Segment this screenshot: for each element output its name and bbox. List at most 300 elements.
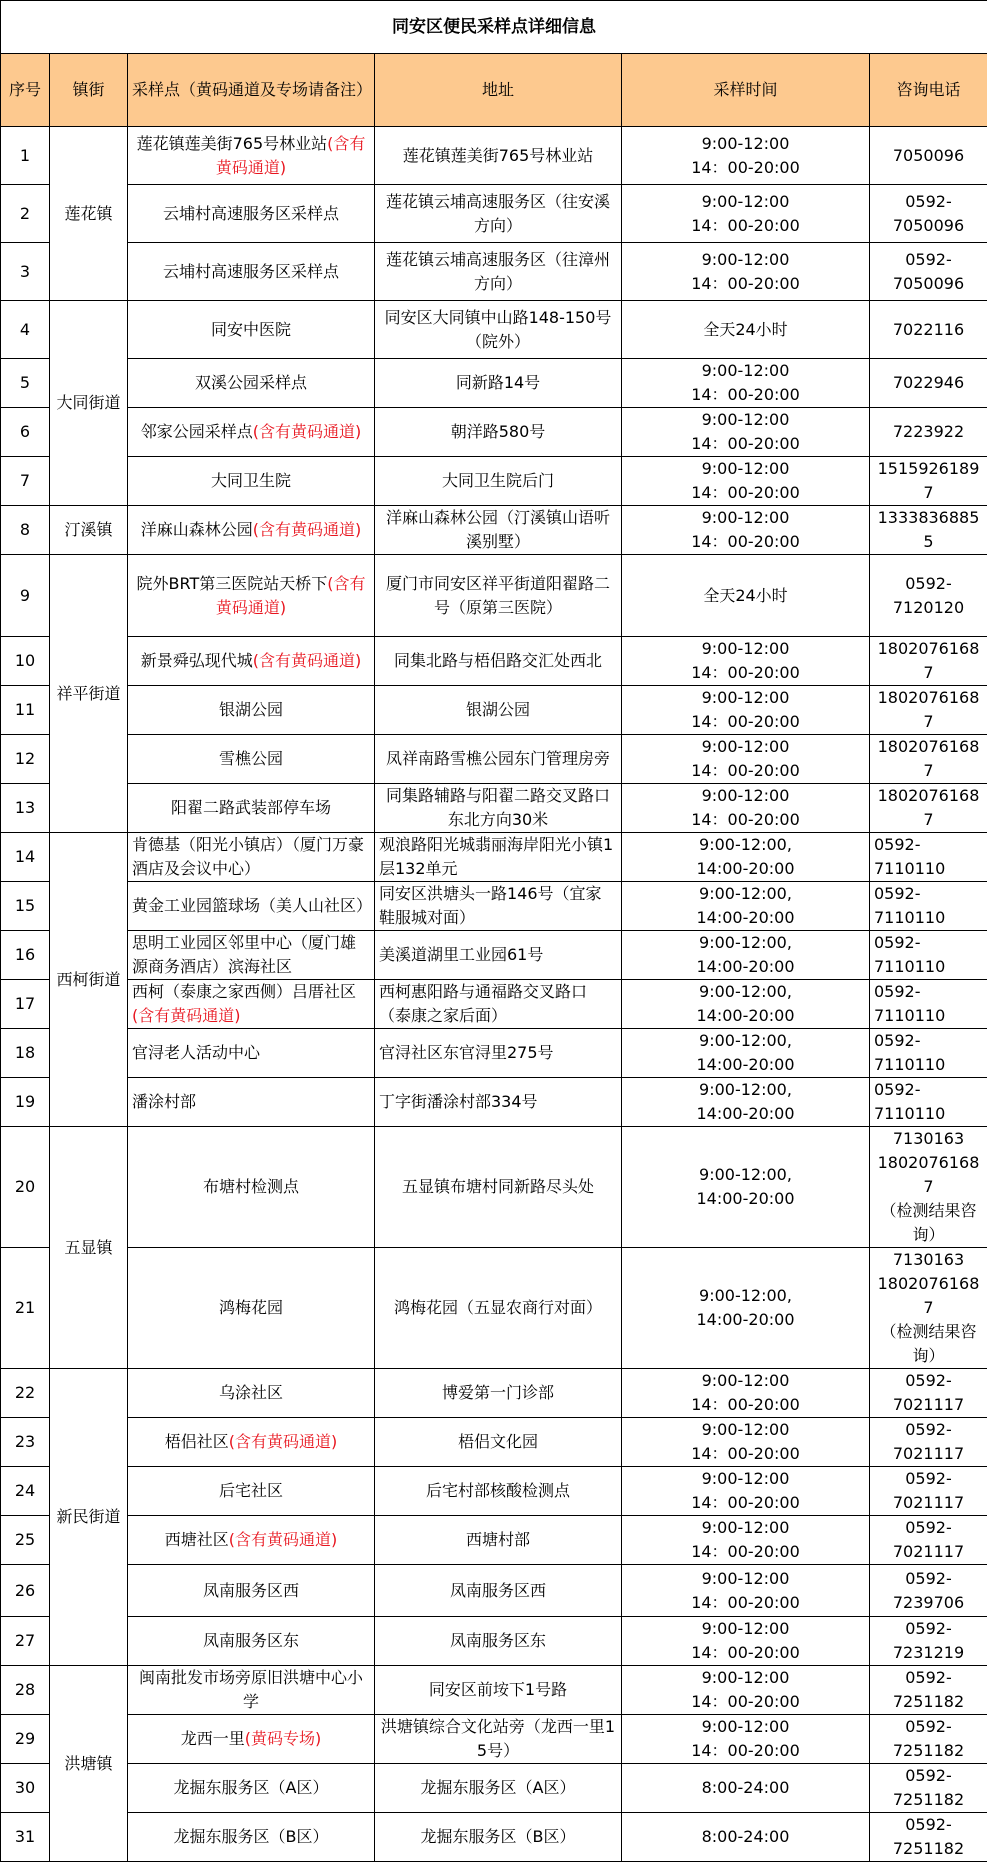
row-number: 10: [1, 637, 50, 686]
row-number: 22: [1, 1369, 50, 1418]
time-cell: [622, 1813, 870, 1862]
phone-cell-line: 0592-: [874, 933, 921, 952]
site-cell: [128, 359, 375, 408]
row-number: 9: [1, 555, 50, 637]
time-cell-line: 9:00-12:00: [701, 1717, 790, 1736]
site-cell: [128, 833, 375, 882]
table-row: [1, 882, 987, 931]
time-cell-line: 14：00-20:00: [691, 1741, 800, 1760]
phone-cell: [870, 1078, 987, 1127]
time-cell-line: 9:00-12:00,: [699, 1286, 792, 1305]
phone-cell-line: 18020761687: [877, 1274, 980, 1317]
site-cell: [128, 1764, 375, 1813]
time-cell: [622, 185, 870, 243]
phone-cell-line: 18020761687: [877, 786, 980, 829]
site-cell: [128, 882, 375, 931]
yellow-code-note: (含有黄码通道): [132, 1006, 241, 1025]
phone-cell-line: 0592-: [905, 1568, 952, 1588]
time-cell: [622, 1029, 870, 1078]
time-cell: [622, 127, 870, 185]
site-name: 院外BRT第三医院站天桥下: [136, 573, 328, 593]
address-cell: 洋麻山森林公园（汀溪镇山语听溪别墅）: [375, 506, 622, 555]
phone-cell: [870, 1127, 987, 1248]
table-row: [1, 127, 987, 185]
town-cell: 洪塘镇: [50, 1666, 128, 1862]
row-number: 15: [1, 882, 50, 931]
time-cell-line: 9:00-12:00: [701, 361, 790, 380]
phone-cell: [870, 301, 987, 359]
header-town: 镇街: [50, 54, 128, 127]
phone-cell-line: 7021117: [892, 1493, 965, 1512]
row-number: 3: [1, 243, 50, 301]
phone-cell-line: 7050096: [892, 273, 965, 293]
site-name: 阳翟二路武装部停车场: [170, 798, 331, 817]
phone-cell-line: 0592-: [905, 1668, 952, 1687]
phone-cell: [870, 1617, 987, 1666]
phone-cell: [870, 506, 987, 555]
site-name: 雪樵公园: [218, 749, 283, 768]
site-name: 龙西一里: [180, 1729, 245, 1748]
site-name: 莲花镇莲美街765号林业站: [136, 133, 328, 153]
time-cell-line: 14：00-20:00: [691, 215, 800, 235]
table-row: [1, 686, 987, 735]
phone-cell: [870, 1516, 987, 1565]
address-cell: 龙掘东服务区（A区）: [375, 1764, 622, 1813]
address-cell: 鸿梅花园（五显农商行对面）: [375, 1248, 622, 1369]
time-cell-line: 14：00-20:00: [691, 434, 800, 453]
time-cell-line: 8:00-24:00: [701, 1827, 790, 1846]
site-name: 潘涂村部: [132, 1092, 197, 1111]
time-cell: [622, 1078, 870, 1127]
row-number: 31: [1, 1813, 50, 1862]
phone-cell-line: （检测结果咨询）: [880, 1201, 977, 1244]
table-row: [1, 1248, 987, 1369]
site-name: 云埔村高速服务区采样点: [162, 261, 339, 281]
header-row: [1, 54, 987, 127]
row-number: 13: [1, 784, 50, 833]
phone-cell-line: 7110110: [874, 859, 946, 878]
row-number: 11: [1, 686, 50, 735]
table-row: [1, 1565, 987, 1617]
table-row: [1, 1369, 987, 1418]
phone-cell-line: 7251182: [892, 1839, 965, 1858]
time-cell-line: 9:00-12:00: [701, 1420, 790, 1439]
address-cell: 凤南服务区西: [375, 1565, 622, 1617]
row-number: 27: [1, 1617, 50, 1666]
time-cell: [622, 506, 870, 555]
address-cell: 后宅村部核酸检测点: [375, 1467, 622, 1516]
time-cell-line: 14：00-20:00: [691, 1643, 800, 1662]
table-row: [1, 359, 987, 408]
town-cell: 大同街道: [50, 301, 128, 506]
row-number: 5: [1, 359, 50, 408]
site-name: 鸿梅花园: [218, 1298, 283, 1317]
row-number: 8: [1, 506, 50, 555]
phone-cell: [870, 1248, 987, 1369]
time-cell: [622, 1565, 870, 1617]
table-row: [1, 980, 987, 1029]
phone-cell: [870, 1764, 987, 1813]
phone-cell-line: 7021117: [892, 1395, 965, 1414]
phone-cell-line: 0592-: [905, 1766, 952, 1785]
time-cell-line: 9:00-12:00: [701, 688, 790, 707]
row-number: 20: [1, 1127, 50, 1248]
time-cell: [622, 1516, 870, 1565]
table-row: [1, 1516, 987, 1565]
time-cell-line: 14：00-20:00: [691, 663, 800, 682]
site-cell: [128, 1029, 375, 1078]
time-cell-line: 14：00-20:00: [691, 1542, 800, 1561]
phone-cell-line: 7110110: [874, 957, 946, 976]
yellow-code-note: (含有黄码通道): [252, 651, 362, 670]
time-cell: [622, 931, 870, 980]
town-cell: 西柯街道: [50, 833, 128, 1127]
phone-cell: [870, 1813, 987, 1862]
yellow-code-note: (含有黄码通道): [252, 422, 362, 441]
time-cell: [622, 1617, 870, 1666]
row-number: 18: [1, 1029, 50, 1078]
time-cell: [622, 1666, 870, 1715]
table-row: [1, 1764, 987, 1813]
time-cell-line: 14：00-20:00: [691, 761, 800, 780]
site-cell: [128, 555, 375, 637]
time-cell: [622, 555, 870, 637]
table-row: [1, 1617, 987, 1666]
row-number: 1: [1, 127, 50, 185]
time-cell-line: 9:00-12:00,: [699, 1080, 792, 1099]
phone-cell: [870, 185, 987, 243]
row-number: 29: [1, 1715, 50, 1764]
yellow-code-note: (含有黄码通道): [215, 573, 366, 617]
site-cell: [128, 1715, 375, 1764]
phone-cell-line: 0592-: [905, 1518, 952, 1537]
time-cell: [622, 1369, 870, 1418]
phone-cell: [870, 555, 987, 637]
phone-cell-line: 7251182: [892, 1790, 965, 1809]
header-phone: 咨询电话: [870, 54, 987, 127]
site-cell: [128, 1813, 375, 1862]
address-cell: 西柯惠阳路与通福路交叉路口（泰康之家后面）: [375, 980, 622, 1029]
time-cell-line: 9:00-12:00: [701, 1371, 790, 1390]
time-cell-line: 9:00-12:00: [701, 249, 790, 269]
phone-cell-line: 7022946: [892, 373, 965, 392]
address-cell: 同安区前垵下1号路: [375, 1666, 622, 1715]
phone-cell: [870, 1369, 987, 1418]
phone-cell-line: 0592-: [905, 1469, 952, 1488]
time-cell-line: 9:00-12:00: [701, 639, 790, 658]
time-cell-line: 9:00-12:00: [701, 1518, 790, 1537]
phone-cell: [870, 931, 987, 980]
time-cell-line: 9:00-12:00: [701, 1469, 790, 1488]
address-cell: 同安区洪塘头一路146号（宜家鞋服城对面）: [375, 882, 622, 931]
time-cell: [622, 1467, 870, 1516]
phone-cell: [870, 735, 987, 784]
phone-cell-line: 7110110: [874, 1104, 946, 1123]
phone-cell-line: 18020761687: [877, 639, 980, 682]
row-number: 24: [1, 1467, 50, 1516]
phone-cell: [870, 127, 987, 185]
time-cell-line: 9:00-12:00,: [699, 933, 792, 952]
time-cell-line: 9:00-12:00: [701, 1619, 790, 1638]
site-cell: [128, 980, 375, 1029]
phone-cell-line: 0592-: [905, 191, 952, 211]
phone-cell-line: 7239706: [892, 1592, 965, 1612]
address-cell: 龙掘东服务区（B区）: [375, 1813, 622, 1862]
time-cell-line: 14：00-20:00: [691, 532, 800, 551]
address-cell: 银湖公园: [375, 686, 622, 735]
address-cell: 梧侣文化园: [375, 1418, 622, 1467]
time-cell-line: 14:00-20:00: [696, 859, 795, 878]
time-cell-line: 14：00-20:00: [691, 1493, 800, 1512]
row-number: 21: [1, 1248, 50, 1369]
site-name: 双溪公园采样点: [194, 373, 307, 392]
phone-cell: [870, 686, 987, 735]
yellow-code-note: (含有黄码通道): [228, 1432, 338, 1451]
site-name: 洋麻山森林公园: [140, 520, 253, 539]
phone-cell-line: 0592-: [905, 249, 952, 269]
site-cell: [128, 784, 375, 833]
table-row: [1, 784, 987, 833]
address-cell: 洪塘镇综合文化站旁（龙西一里15号）: [375, 1715, 622, 1764]
time-cell: [622, 1764, 870, 1813]
phone-cell-line: 7110110: [874, 908, 946, 927]
time-cell: [622, 735, 870, 784]
time-cell-line: 14：00-20:00: [691, 1444, 800, 1463]
time-cell-line: 9:00-12:00,: [699, 884, 792, 903]
site-name: 黄金工业园篮球场（美人山社区）: [132, 896, 373, 915]
phone-cell-line: 7050096: [892, 215, 965, 235]
site-name: 西柯（泰康之家西侧）吕厝社区: [132, 982, 357, 1001]
time-cell-line: 9:00-12:00,: [699, 1165, 792, 1184]
phone-cell-line: 7050096: [892, 145, 965, 165]
time-cell-line: 14：00-20:00: [691, 712, 800, 731]
town-cell: 新民街道: [50, 1369, 128, 1666]
phone-cell-line: （检测结果咨询）: [880, 1322, 977, 1365]
site-cell: [128, 185, 375, 243]
phone-cell-line: 7130163: [892, 1250, 965, 1269]
address-cell: 凤南服务区东: [375, 1617, 622, 1666]
time-cell-line: 9:00-12:00: [701, 508, 790, 527]
phone-cell: [870, 1715, 987, 1764]
site-name: 思明工业园区邻里中心（厦门雄源商务酒店）滨海社区: [132, 933, 357, 976]
town-cell: 祥平街道: [50, 555, 128, 833]
table-row: [1, 1029, 987, 1078]
phone-cell-line: 0592-: [874, 835, 921, 854]
site-cell: [128, 1516, 375, 1565]
time-cell-line: 14:00-20:00: [696, 1104, 795, 1123]
time-cell-line: 14:00-20:00: [696, 1310, 795, 1329]
site-name: 凤南服务区东: [202, 1631, 299, 1650]
time-cell: [622, 980, 870, 1029]
site-name: 大同卫生院: [210, 471, 291, 490]
table-row: [1, 833, 987, 882]
address-cell: 同集路辅路与阳翟二路交叉路口东北方向30米: [375, 784, 622, 833]
address-cell: 五显镇布塘村同新路尽头处: [375, 1127, 622, 1248]
phone-cell: [870, 637, 987, 686]
table-row: [1, 243, 987, 301]
row-number: 4: [1, 301, 50, 359]
time-cell: [622, 686, 870, 735]
phone-cell: [870, 882, 987, 931]
time-cell-line: 14：00-20:00: [691, 273, 800, 293]
phone-cell-line: 0592-: [874, 884, 921, 903]
address-cell: 莲花镇莲美街765号林业站: [375, 127, 622, 185]
row-number: 26: [1, 1565, 50, 1617]
time-cell-line: 14:00-20:00: [696, 908, 795, 927]
phone-cell-line: 7110110: [874, 1055, 946, 1074]
row-number: 6: [1, 408, 50, 457]
table-row: [1, 1715, 987, 1764]
time-cell: [622, 637, 870, 686]
site-name: 邻家公园采样点: [140, 422, 253, 441]
row-number: 16: [1, 931, 50, 980]
site-cell: [128, 735, 375, 784]
site-cell: [128, 301, 375, 359]
address-cell: 同新路14号: [375, 359, 622, 408]
time-cell: [622, 1715, 870, 1764]
time-cell-line: 9:00-12:00,: [699, 982, 792, 1001]
site-cell: [128, 1127, 375, 1248]
phone-cell-line: 7021117: [892, 1444, 965, 1463]
time-cell: [622, 301, 870, 359]
table-row: [1, 301, 987, 359]
site-cell: [128, 931, 375, 980]
site-name: 梧侣社区: [164, 1432, 229, 1451]
row-number: 28: [1, 1666, 50, 1715]
address-cell: 丁字街潘涂村部334号: [375, 1078, 622, 1127]
phone-cell-line: 18020761687: [877, 737, 980, 780]
time-cell: [622, 882, 870, 931]
phone-cell-line: 7251182: [892, 1741, 965, 1760]
table-row: [1, 1666, 987, 1715]
yellow-code-note: (含有黄码通道): [215, 133, 366, 177]
time-cell-line: 14:00-20:00: [696, 1189, 795, 1208]
town-cell: 五显镇: [50, 1127, 128, 1369]
time-cell-line: 14:00-20:00: [696, 1006, 795, 1025]
site-name: 同安中医院: [210, 319, 291, 339]
address-cell: 莲花镇云埔高速服务区（往安溪方向）: [375, 185, 622, 243]
table-row: [1, 1467, 987, 1516]
yellow-code-note: (含有黄码通道): [252, 520, 362, 539]
time-cell-line: 14：00-20:00: [691, 1692, 800, 1711]
time-cell: [622, 243, 870, 301]
address-cell: 观浪路阳光城翡丽海岸阳光小镇1层132单元: [375, 833, 622, 882]
time-cell-line: 14:00-20:00: [696, 1055, 795, 1074]
time-cell: [622, 833, 870, 882]
table-row: [1, 185, 987, 243]
phone-cell: [870, 457, 987, 506]
row-number: 23: [1, 1418, 50, 1467]
time-cell: [622, 784, 870, 833]
phone-cell: [870, 784, 987, 833]
address-cell: 西塘村部: [375, 1516, 622, 1565]
site-name: 云埔村高速服务区采样点: [162, 203, 339, 223]
phone-cell-line: 0592-: [905, 1717, 952, 1736]
site-cell: [128, 1617, 375, 1666]
table-row: [1, 931, 987, 980]
time-cell-line: 9:00-12:00: [701, 737, 790, 756]
header-site: 采样点（黄码通道及专场请备注）: [128, 54, 375, 127]
site-name: 闽南批发市场旁原旧洪塘中心小学: [138, 1668, 363, 1711]
phone-cell-line: 7021117: [892, 1542, 965, 1561]
phone-cell: [870, 408, 987, 457]
time-cell-line: 14：00-20:00: [691, 1395, 800, 1414]
phone-cell-line: 0592-: [874, 1080, 921, 1099]
time-cell-line: 14:00-20:00: [696, 957, 795, 976]
town-cell: 汀溪镇: [50, 506, 128, 555]
site-cell: [128, 637, 375, 686]
site-cell: [128, 1418, 375, 1467]
site-name: 西塘社区: [164, 1530, 229, 1549]
time-cell-line: 9:00-12:00: [701, 1568, 790, 1588]
time-cell: [622, 1248, 870, 1369]
phone-cell: [870, 833, 987, 882]
time-cell-line: 9:00-12:00: [701, 1668, 790, 1687]
time-cell: [622, 457, 870, 506]
time-cell-line: 9:00-12:00: [701, 786, 790, 805]
yellow-code-note: (含有黄码通道): [228, 1530, 338, 1549]
site-cell: [128, 506, 375, 555]
address-cell: 同集北路与梧侣路交汇处西北: [375, 637, 622, 686]
phone-cell-line: 7022116: [892, 319, 965, 339]
table-row: [1, 735, 987, 784]
time-cell-line: 9:00-12:00: [701, 133, 790, 153]
table-body: [1, 127, 987, 1862]
site-cell: [128, 1248, 375, 1369]
address-cell: 朝洋路580号: [375, 408, 622, 457]
phone-cell-line: 7251182: [892, 1692, 965, 1711]
time-cell-line: 9:00-12:00,: [699, 1031, 792, 1050]
address-cell: 厦门市同安区祥平街道阳翟路二号（原第三医院）: [375, 555, 622, 637]
row-number: 30: [1, 1764, 50, 1813]
time-cell-line: 14：00-20:00: [691, 157, 800, 177]
time-cell-line: 14：00-20:00: [691, 810, 800, 829]
phone-cell-line: 13338368855: [877, 508, 980, 551]
row-number: 12: [1, 735, 50, 784]
site-name: 新景舜弘现代城: [140, 651, 253, 670]
phone-cell: [870, 1418, 987, 1467]
phone-cell-line: 7231219: [892, 1643, 965, 1662]
phone-cell-line: 0592-: [905, 1420, 952, 1439]
site-name: 后宅社区: [218, 1481, 283, 1500]
table-row: [1, 1127, 987, 1248]
phone-cell-line: 0592-: [905, 573, 952, 593]
row-number: 14: [1, 833, 50, 882]
time-cell-line: 9:00-12:00: [701, 459, 790, 478]
address-cell: 官浔社区东官浔里275号: [375, 1029, 622, 1078]
site-cell: [128, 243, 375, 301]
site-name: 龙掘东服务区（B区）: [173, 1827, 329, 1846]
time-cell-line: 9:00-12:00: [701, 410, 790, 429]
phone-cell-line: 0592-: [905, 1619, 952, 1638]
site-cell: [128, 1565, 375, 1617]
address-cell: 凤祥南路雪樵公园东门管理房旁: [375, 735, 622, 784]
phone-cell-line: 7130163: [892, 1129, 965, 1148]
phone-cell-line: 7223922: [892, 422, 965, 441]
phone-cell: [870, 1029, 987, 1078]
phone-cell-line: 18020761687: [877, 1153, 980, 1196]
phone-cell: [870, 243, 987, 301]
row-number: 19: [1, 1078, 50, 1127]
table-row: [1, 555, 987, 637]
phone-cell-line: 0592-: [905, 1371, 952, 1390]
address-cell: 博爱第一门诊部: [375, 1369, 622, 1418]
site-cell: [128, 1666, 375, 1715]
row-number: 2: [1, 185, 50, 243]
site-name: 肯德基（阳光小镇店）（厦门万豪酒店及会议中心）: [132, 835, 365, 878]
row-number: 7: [1, 457, 50, 506]
table-row: [1, 408, 987, 457]
